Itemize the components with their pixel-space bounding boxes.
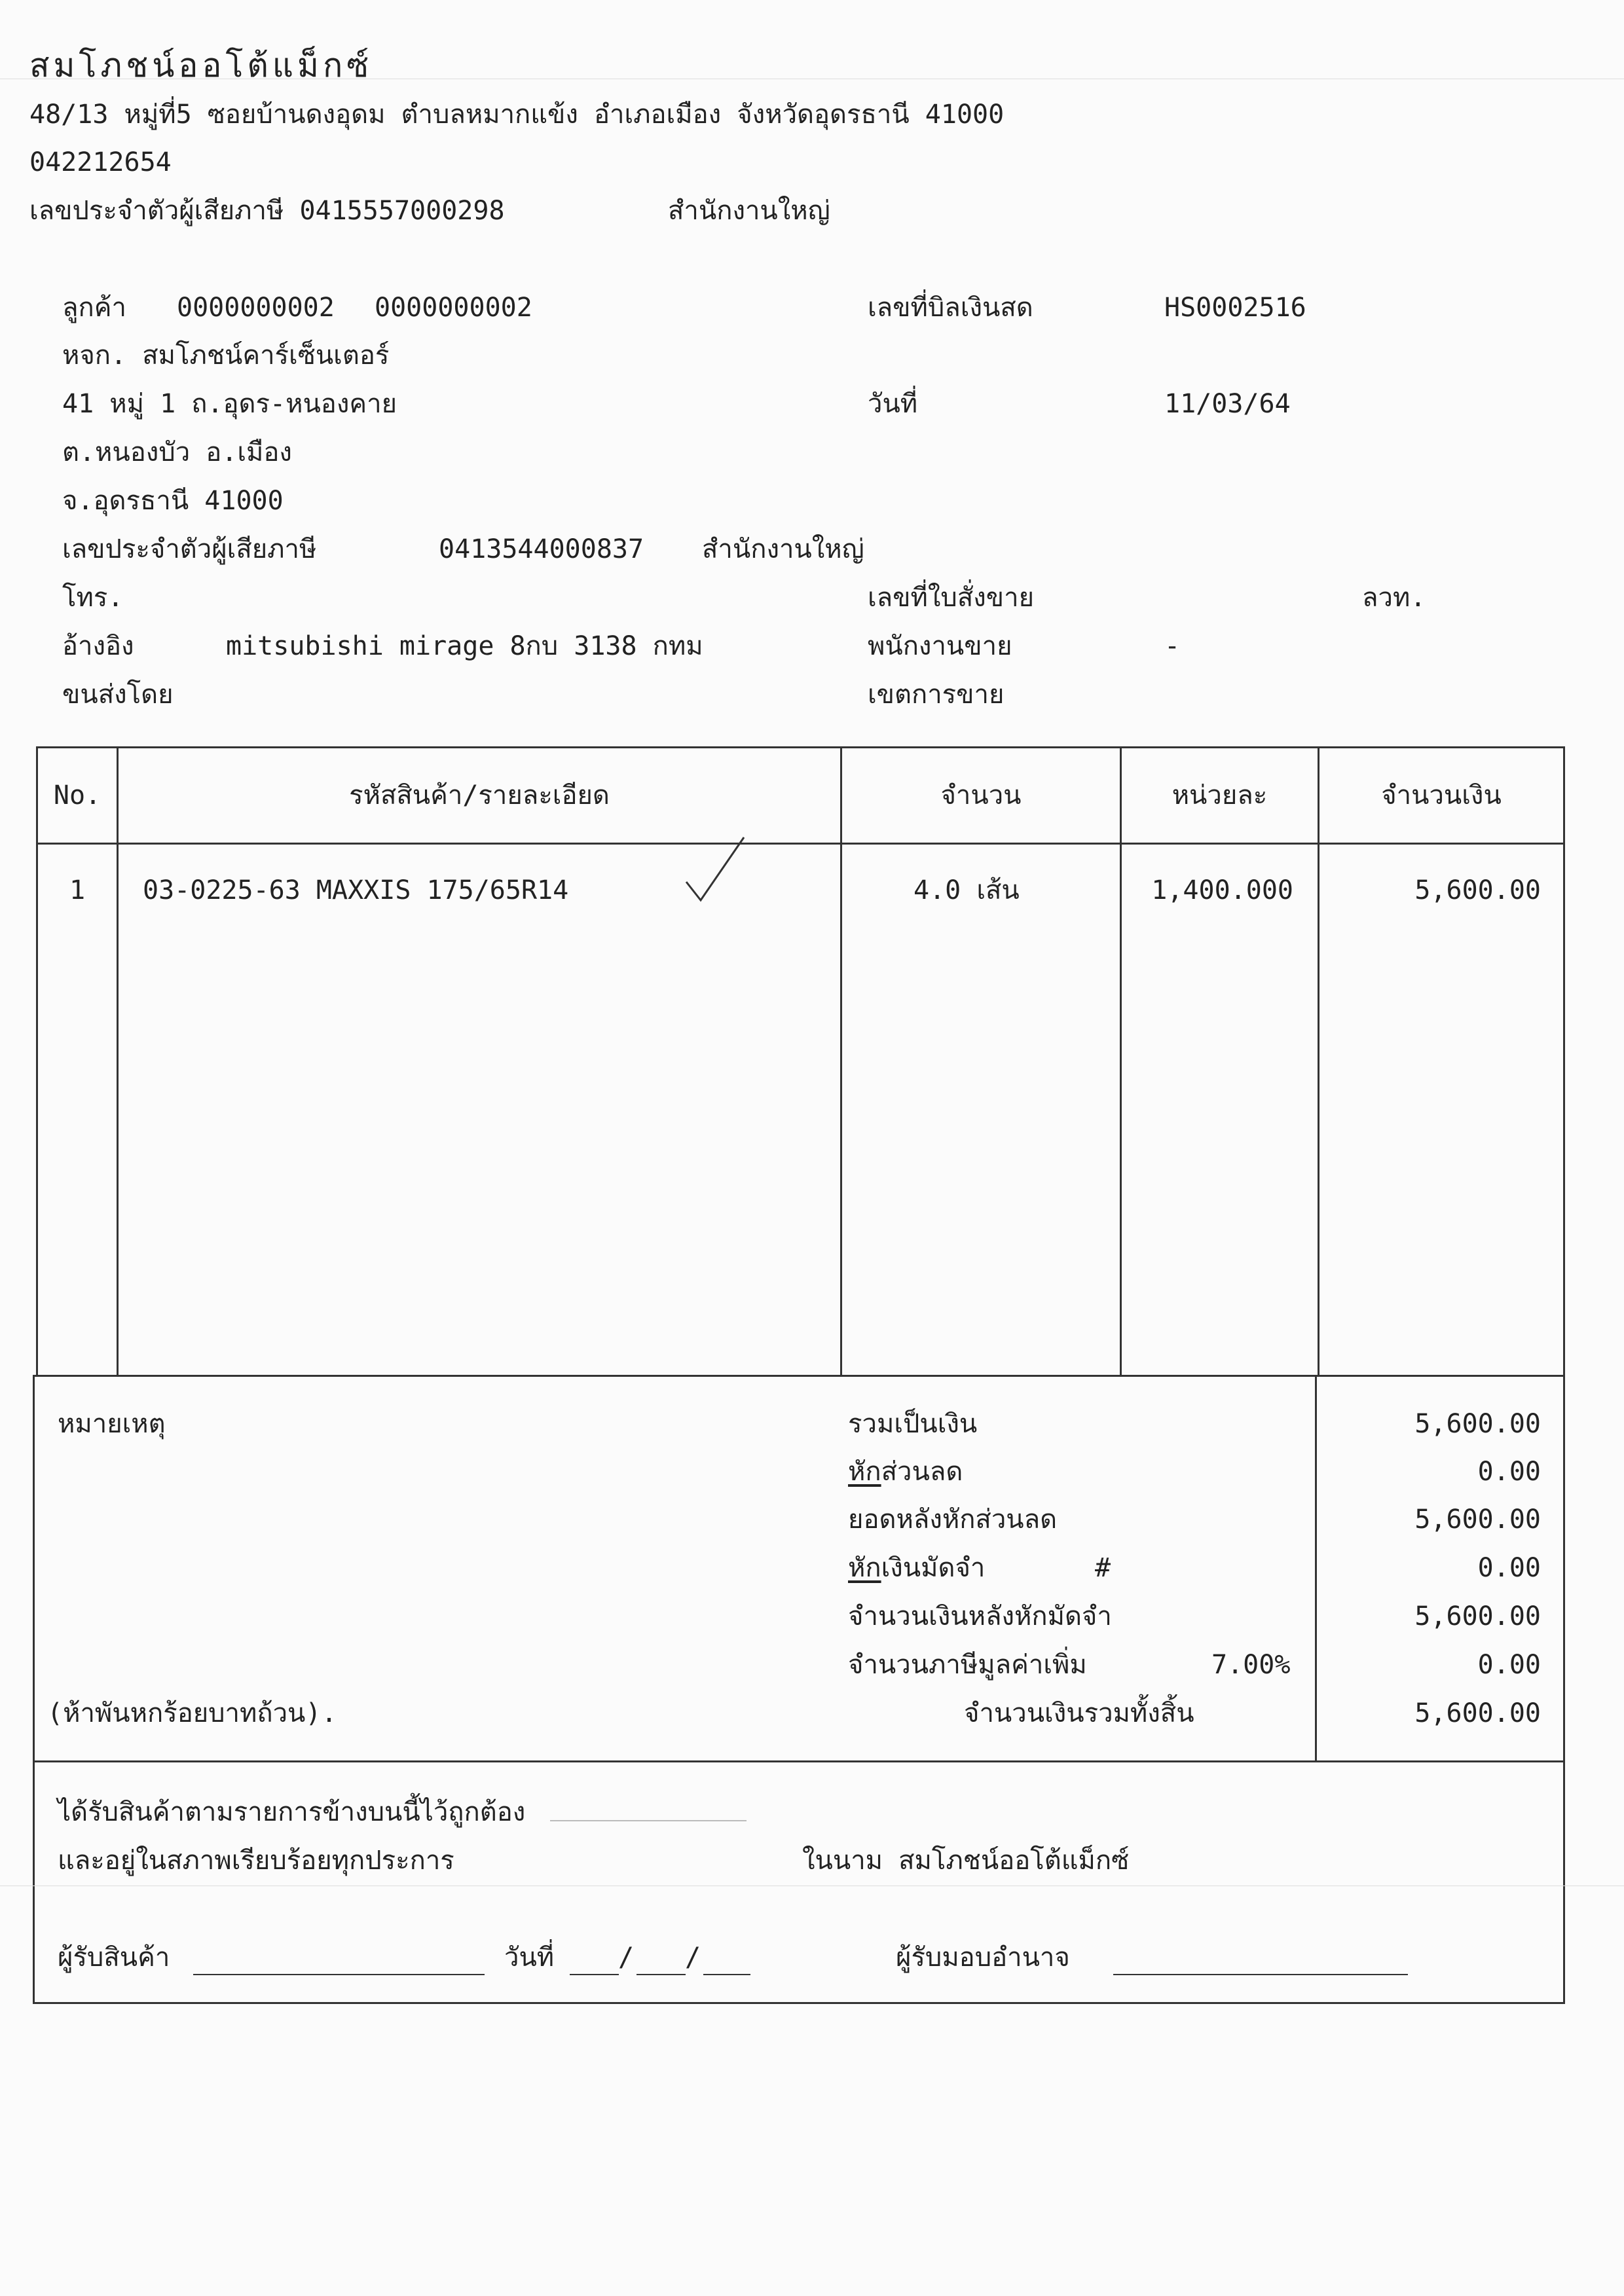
order-no-value: ลวท. (1362, 583, 1426, 613)
column-divider (117, 746, 119, 1377)
date-day-blank (570, 1974, 619, 1975)
receiver-label: ผู้รับสินค้า (58, 1942, 170, 1973)
customer-code-1: 0000000002 (177, 293, 335, 323)
customer-label: ลูกค้า (62, 293, 126, 323)
grand-total-label: จำนวนเงินรวมทั้งสิ้น (964, 1698, 1194, 1728)
reference-value: mitsubishi mirage 8กบ 3138 กทม (226, 631, 703, 661)
salesperson-label: พนักงานขาย (868, 631, 1012, 661)
received-line (550, 1820, 747, 1821)
date-year-blank (703, 1974, 750, 1975)
customer-name: หจก. สมโภชน์คาร์เซ็นเตอร์ (62, 340, 390, 371)
deposit-label: หักเงินมัดจำ (848, 1553, 986, 1583)
customer-phone-label: โทร. (62, 583, 124, 613)
order-no-label: เลขที่ใบสั่งขาย (868, 583, 1035, 613)
check-mark-icon (681, 835, 747, 903)
company-branch: สำนักงานใหญ่ (668, 196, 830, 226)
header-unit-price: หน่วยละ (1172, 780, 1268, 811)
company-name: สมโภชน์ออโต้แม็กซ์ (29, 46, 373, 84)
row-no: 1 (69, 875, 86, 905)
column-divider (1120, 746, 1122, 1377)
row-description: 03-0225-63 MAXXIS 175/65R14 (143, 875, 569, 905)
amount-in-words: (ห้าพันหกร้อยบาทถ้วน). (47, 1698, 337, 1728)
discount-label: หักส่วนลด (848, 1457, 963, 1487)
discount-value: 0.00 (1477, 1457, 1541, 1487)
on-behalf-label: ในนาม สมโภชน์ออโต้แม็กซ์ (802, 1846, 1130, 1876)
header-description: รหัสสินค้า/รายละเอียด (349, 780, 610, 811)
subtotal-value: 5,600.00 (1414, 1409, 1541, 1439)
vat-label: จำนวนภาษีมูลค่าเพิ่ม (848, 1650, 1087, 1680)
subtotal-label: รวมเป็นเงิน (848, 1409, 978, 1439)
date-separator: / (685, 1942, 701, 1973)
row-amount: 5,600.00 (1414, 875, 1541, 905)
customer-address-1: 41 หมู่ 1 ถ.อุดร-หนองคาย (62, 389, 397, 419)
company-tax-id: เลขประจำตัวผู้เสียภาษี 0415557000298 (29, 196, 505, 226)
receiver-signature-line (193, 1974, 485, 1975)
bill-no: HS0002516 (1164, 293, 1306, 323)
vat-value: 0.00 (1477, 1650, 1541, 1680)
doc-date: 11/03/64 (1164, 389, 1291, 419)
header-quantity: จำนวน (940, 780, 1022, 811)
shipping-label: ขนส่งโดย (62, 680, 174, 710)
reference-label: อ้างอิง (62, 631, 134, 661)
grand-total-value: 5,600.00 (1414, 1698, 1541, 1728)
after-discount-value: 5,600.00 (1414, 1504, 1541, 1535)
header-amount: จำนวนเงิน (1381, 780, 1502, 811)
deposit-ref: # (1095, 1553, 1111, 1583)
customer-tax-label: เลขประจำตัวผู้เสียภาษี (62, 534, 317, 564)
customer-code-2: 0000000002 (375, 293, 532, 323)
authorized-label: ผู้รับมอบอำนาจ (896, 1942, 1070, 1973)
sales-area-label: เขตการขาย (868, 680, 1005, 710)
bill-no-label: เลขที่บิลเงินสด (868, 293, 1033, 323)
date-separator: / (618, 1942, 635, 1973)
company-address: 48/13 หมู่ที่5 ซอยบ้านดงอุดม ตำบลหมากแข้ง อำเภอเมือง จังหวัดอุดรธานี 41000 (29, 100, 1005, 130)
customer-address-2: ต.หนองบัว อ.เมือง (62, 437, 292, 467)
after-discount-label: ยอดหลังหักส่วนลด (848, 1504, 1058, 1535)
row-quantity: 4.0 เส้น (913, 875, 1020, 905)
authorized-signature-line (1113, 1974, 1408, 1975)
row-unit-price: 1,400.000 (1151, 875, 1293, 905)
customer-tax-id: 0413544000837 (439, 534, 644, 564)
salesperson-value: - (1164, 631, 1181, 661)
items-table (36, 746, 1565, 1377)
table-header-divider (36, 843, 1565, 845)
company-phone: 042212654 (29, 147, 172, 177)
date-label: วันที่ (868, 389, 918, 419)
after-deposit-value: 5,600.00 (1414, 1601, 1541, 1631)
customer-address-3: จ.อุดรธานี 41000 (62, 486, 284, 516)
column-divider (840, 746, 842, 1377)
remark-label: หมายเหตุ (58, 1409, 166, 1439)
customer-branch: สำนักงานใหญ่ (702, 534, 864, 564)
received-statement-2: และอยู่ในสภาพเรียบร้อยทุกประการ (58, 1846, 454, 1876)
after-deposit-label: จำนวนเงินหลังหักมัดจำ (848, 1601, 1112, 1631)
summary-divider (1315, 1375, 1317, 1762)
receive-date-label: วันที่ (504, 1942, 555, 1973)
deposit-value: 0.00 (1477, 1553, 1541, 1583)
vat-rate: 7.00% (1211, 1650, 1291, 1680)
date-month-blank (637, 1974, 686, 1975)
column-divider (1318, 746, 1320, 1377)
header-no: No. (53, 780, 101, 811)
received-statement-1: ได้รับสินค้าตามรายการข้างบนนี้ไว้ถูกต้อง (58, 1797, 526, 1827)
